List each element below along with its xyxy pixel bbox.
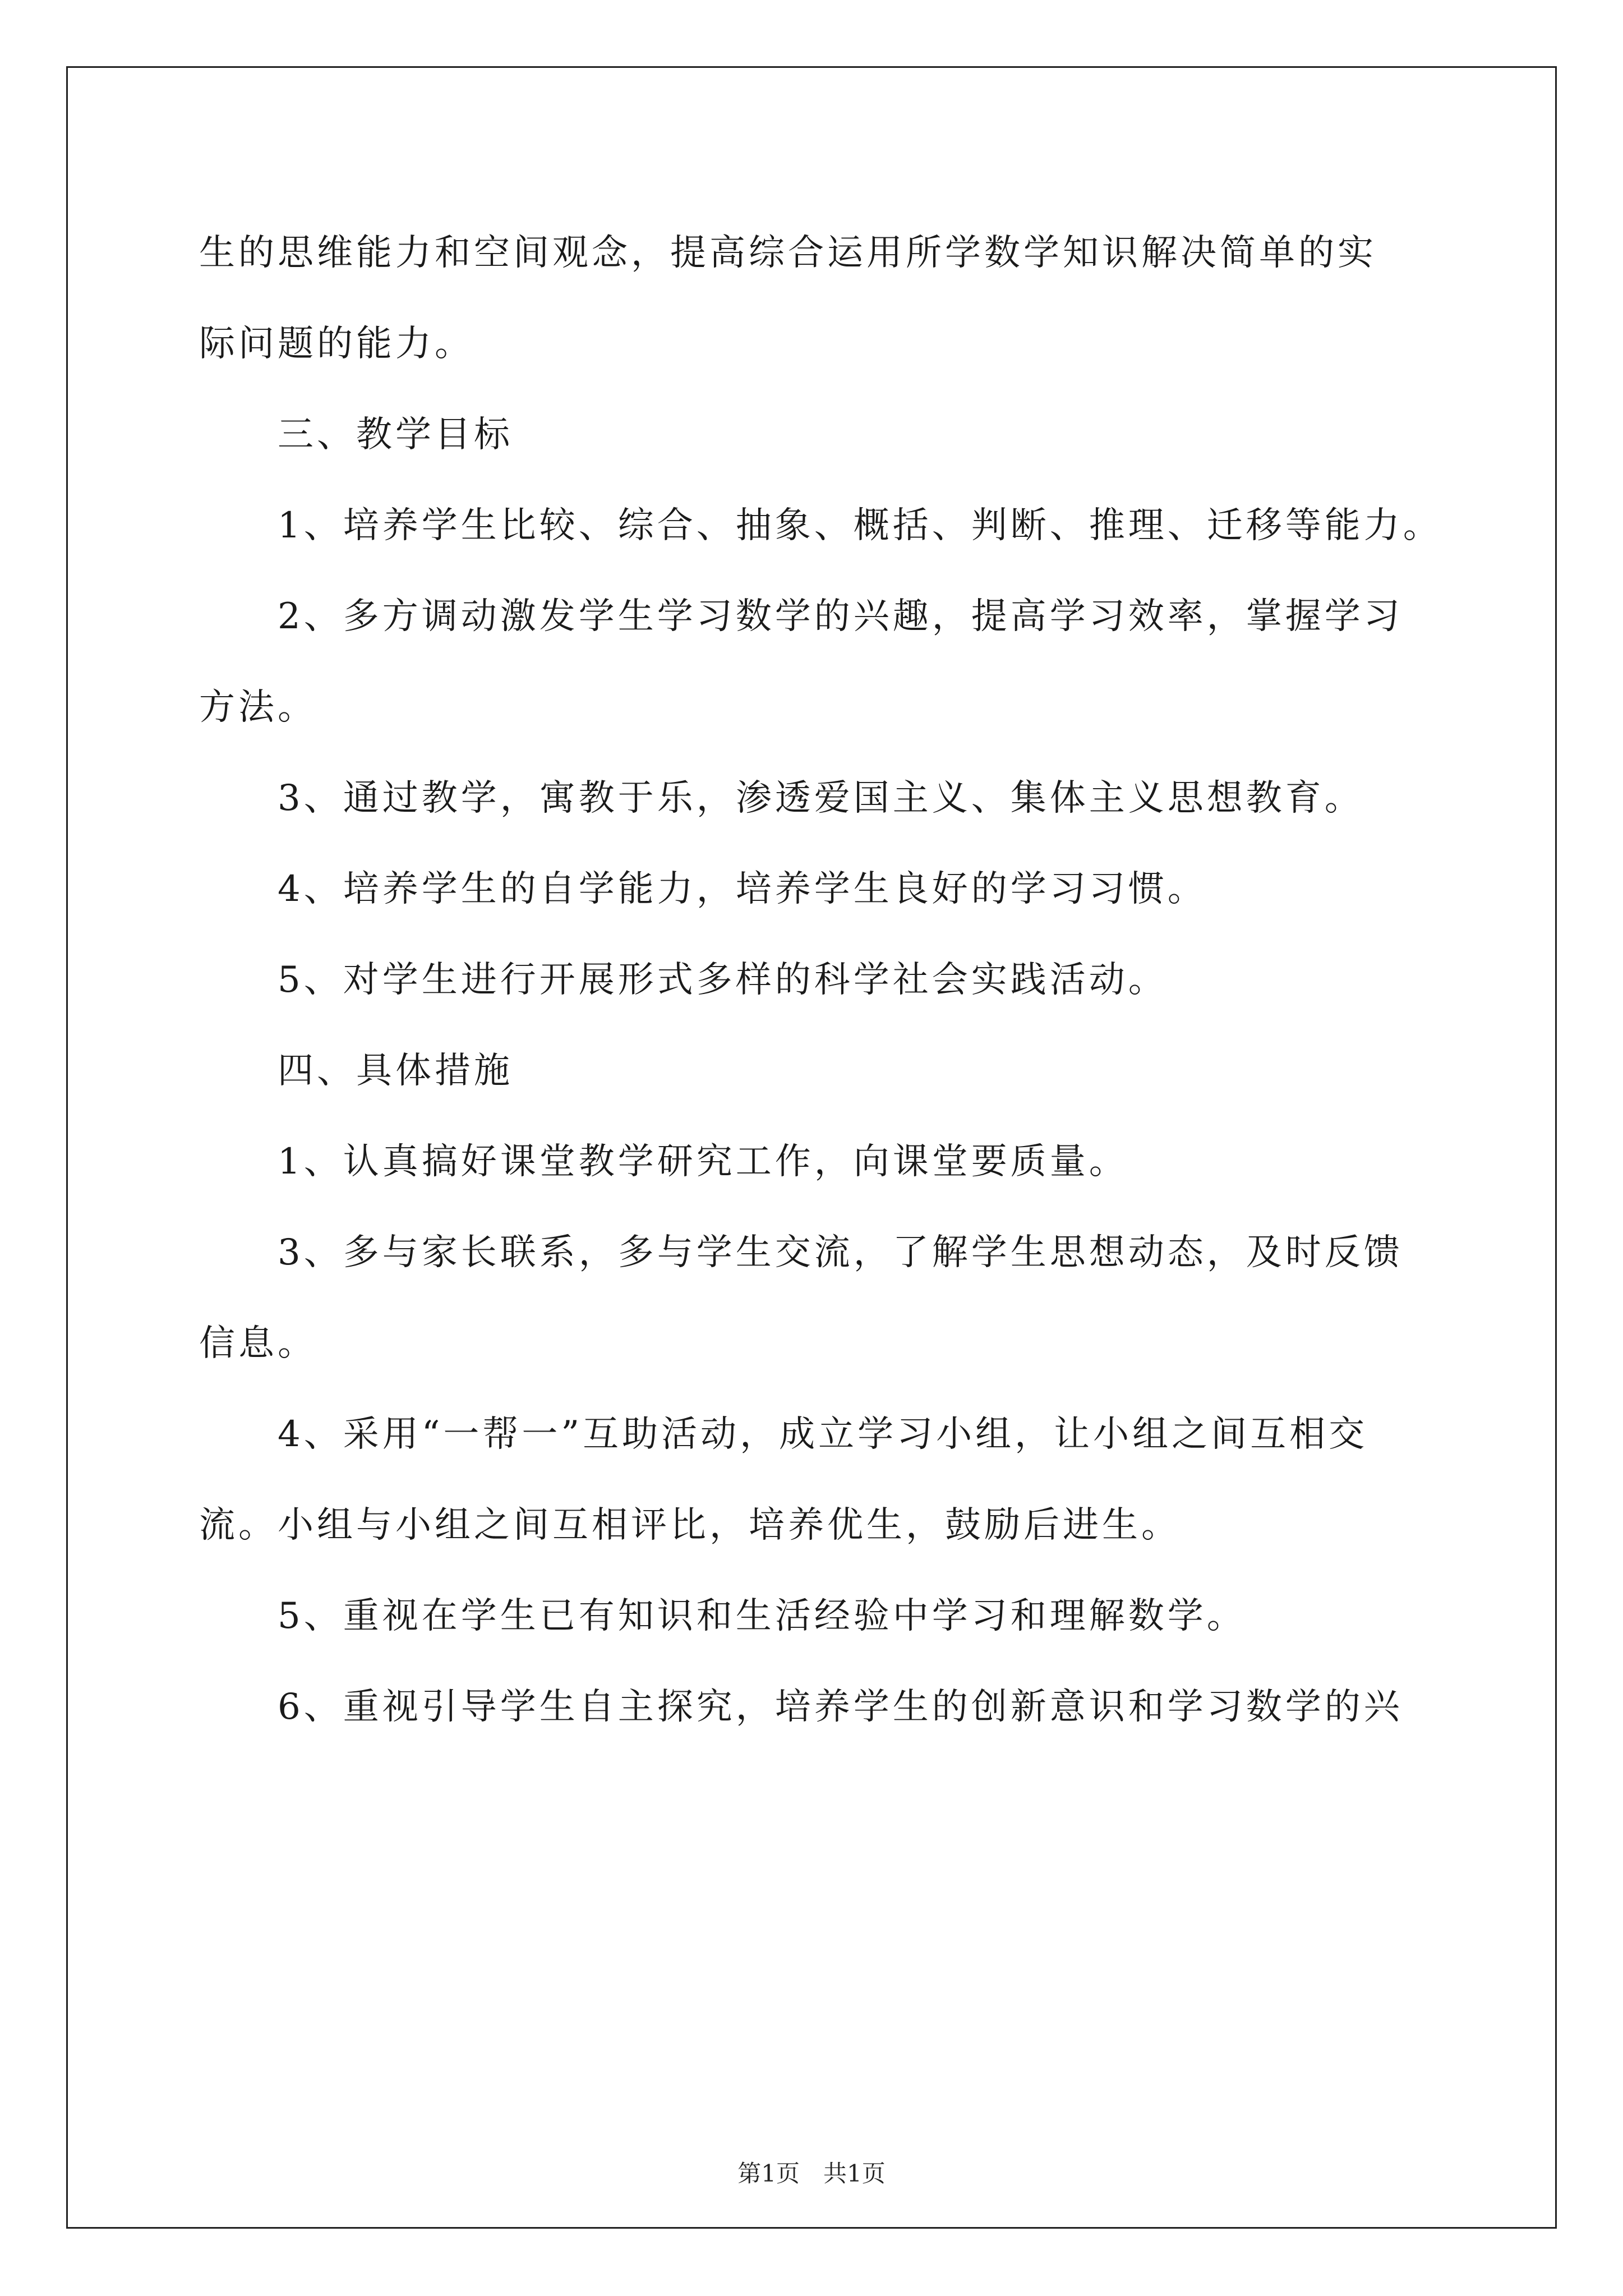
section-heading: 四、具体措施 [278, 1050, 513, 1092]
list-item: 1、培养学生比较、综合、抽象、概括、判断、推理、迁移等能力。 [278, 505, 1442, 546]
list-item: 5、对学生进行开展形式多样的科学社会实践活动。 [278, 959, 1168, 1001]
list-item-continuation: 方法。 [199, 687, 317, 728]
list-item-continuation: 流。小组与小组之间互相评比，培养优生，鼓励后进生。 [199, 1504, 1181, 1546]
list-item: 3、多与家长联系，多与学生交流，了解学生思想动态，及时反馈 [278, 1232, 1403, 1273]
paragraph-line: 际问题的能力。 [199, 323, 474, 365]
list-item: 1、认真搞好课堂教学研究工作，向课堂要质量。 [278, 1141, 1128, 1182]
list-item: 5、重视在学生已有知识和生活经验中学习和理解数学。 [278, 1595, 1246, 1637]
list-item: 2、多方调动激发学生学习数学的兴趣，提高学习效率，掌握学习 [278, 596, 1403, 637]
list-item-continuation: 信息。 [199, 1323, 317, 1364]
list-item: 4、采用“一帮一”互助活动，成立学习小组，让小组之间互相交 [278, 1414, 1368, 1455]
paragraph-line: 生的思维能力和空间观念，提高综合运用所学数学知识解决简单的实 [199, 232, 1377, 274]
list-item: 6、重视引导学生自主探究，培养学生的创新意识和学习数学的兴 [278, 1686, 1403, 1728]
page-footer: 第1页 共1页 [737, 2160, 886, 2187]
list-item: 4、培养学生的自学能力，培养学生良好的学习习惯。 [278, 868, 1207, 910]
section-heading: 三、教学目标 [278, 414, 513, 455]
document-body [199, 208, 1442, 1752]
list-item: 3、通过教学，寓教于乐，渗透爱国主义、集体主义思想教育。 [278, 777, 1364, 819]
